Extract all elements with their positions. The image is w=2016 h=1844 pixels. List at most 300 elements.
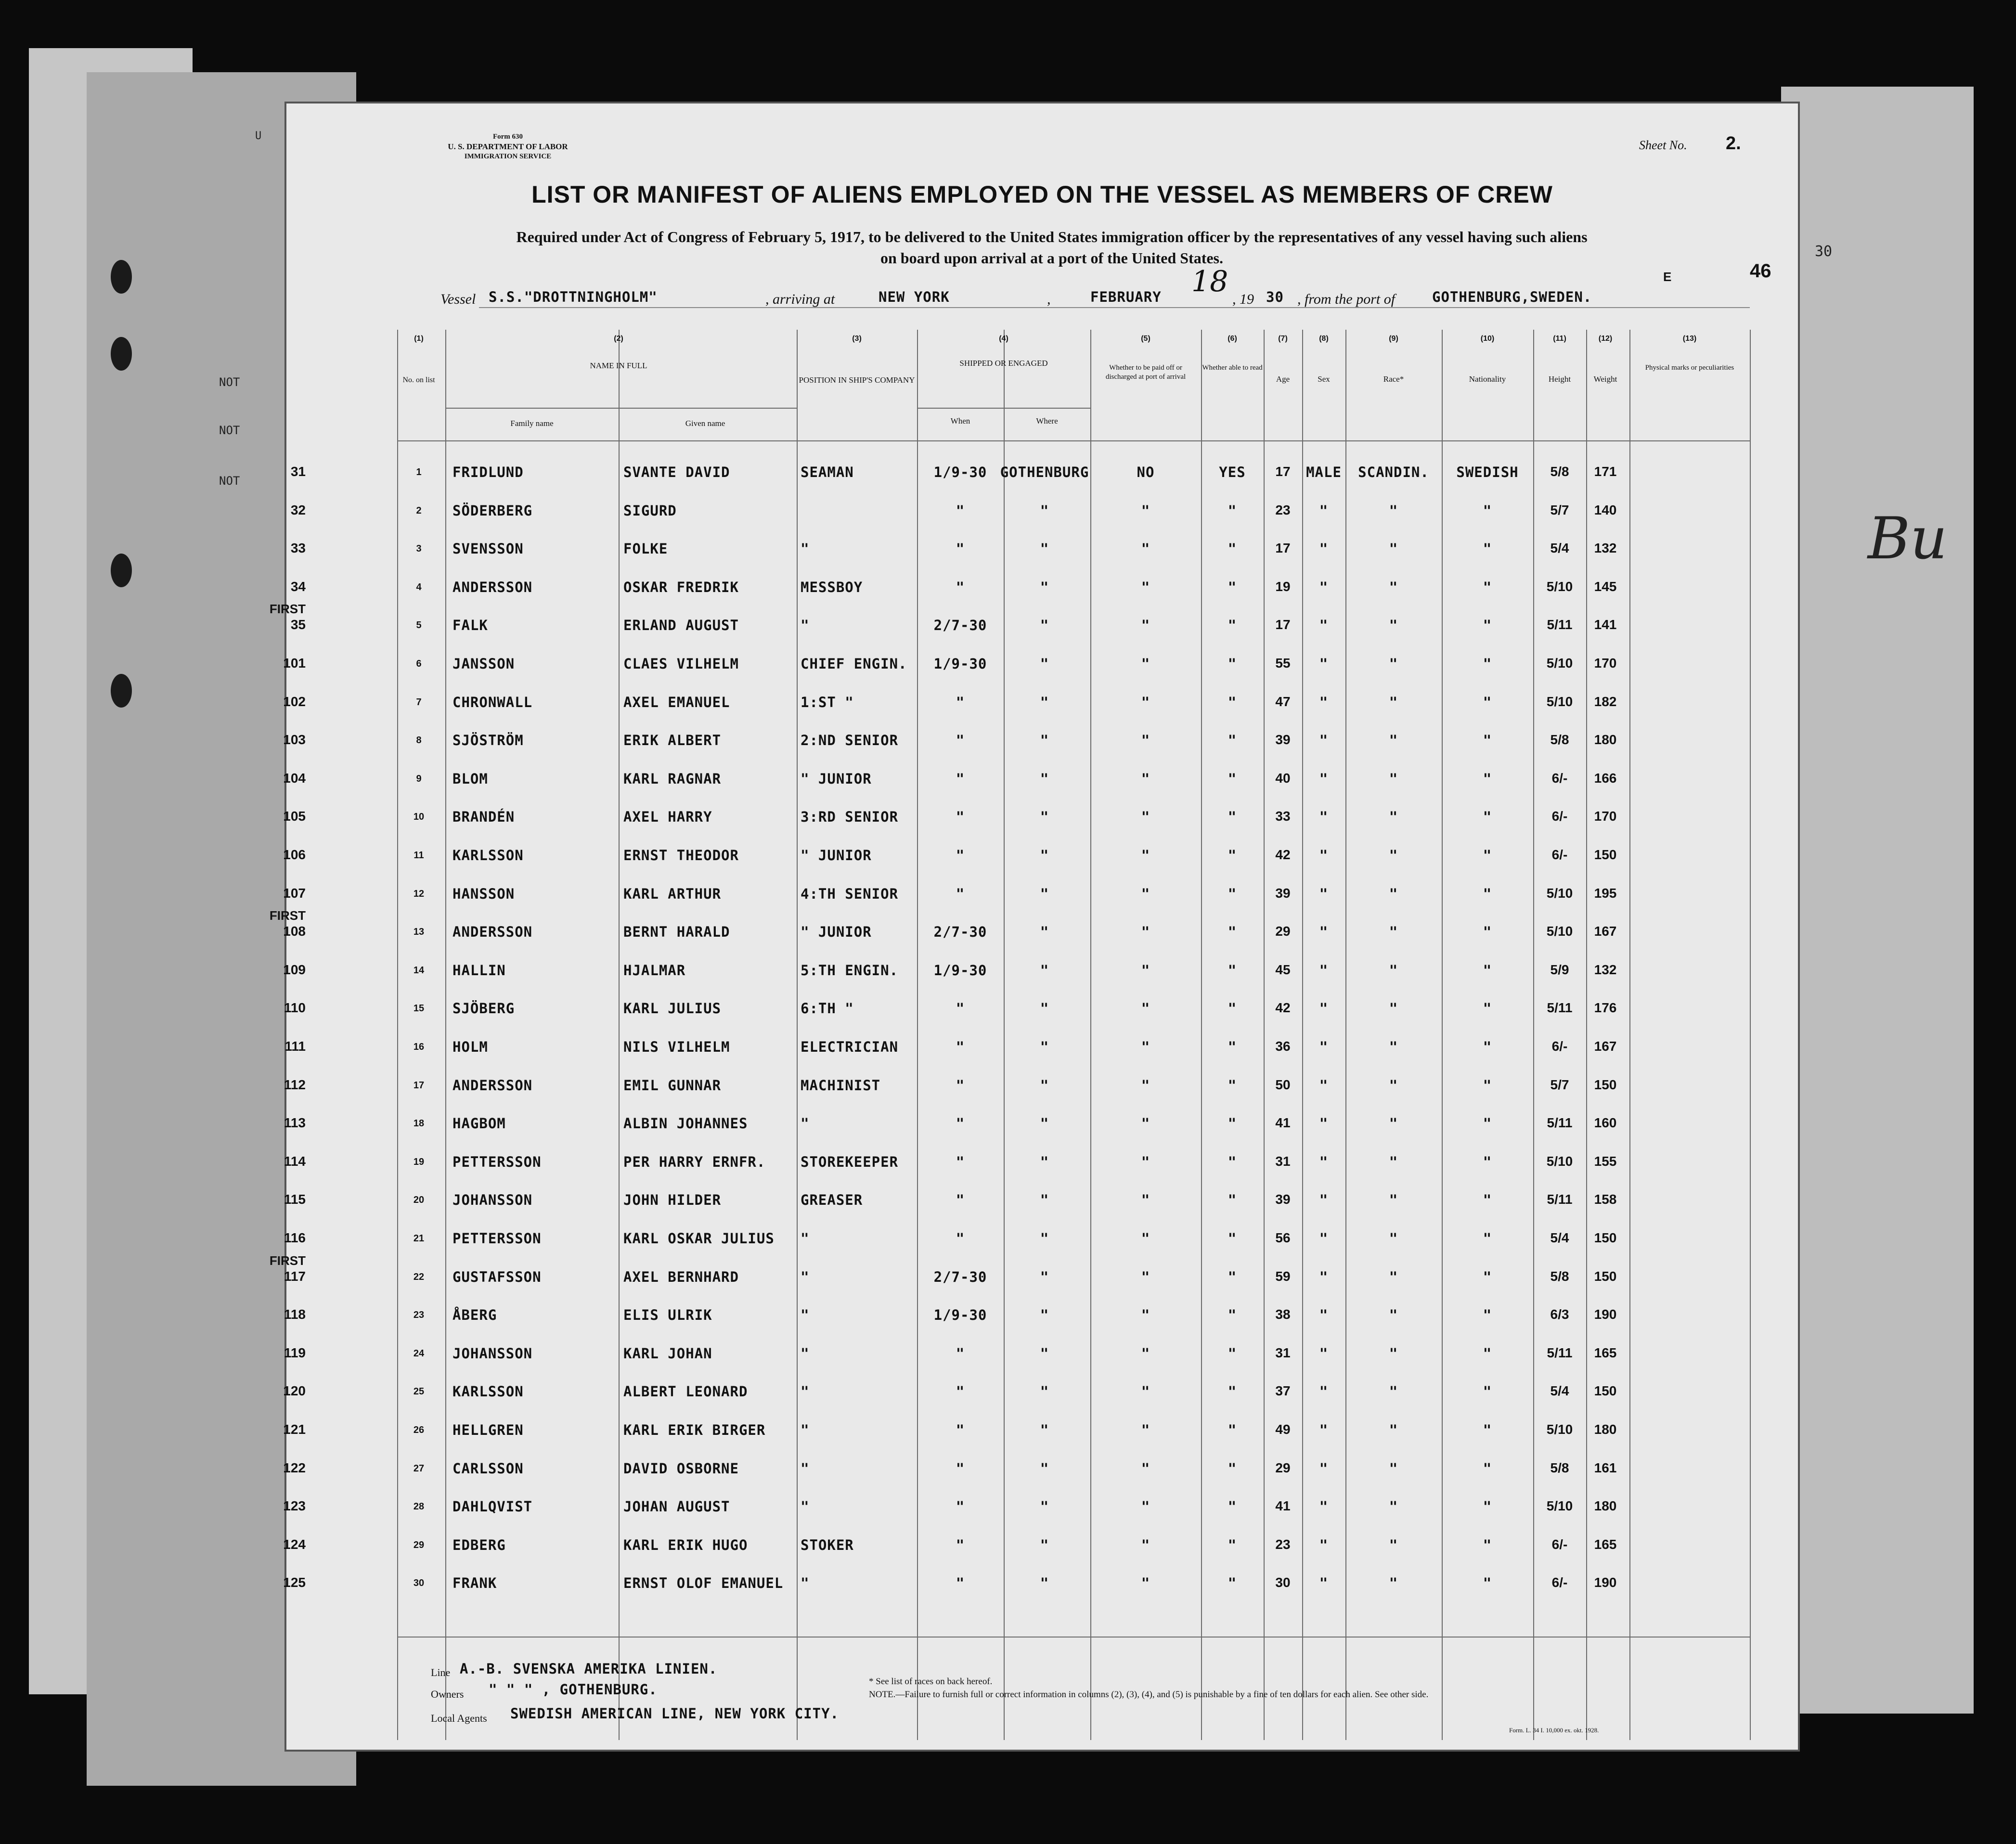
table-row (283, 692, 1798, 721)
shipped-where: " (1040, 1536, 1049, 1553)
family-name: JOHANSSON (452, 1345, 533, 1362)
page-number: 46 (1750, 260, 1771, 282)
paid-off: " (1141, 885, 1150, 902)
sex: " (1319, 732, 1329, 749)
row-number: 24 (413, 1348, 425, 1359)
row-number: 27 (413, 1463, 425, 1474)
family-name: HALLIN (452, 962, 506, 979)
shipped-when: " (956, 732, 965, 749)
nationality: " (1483, 502, 1492, 519)
nationality: SWEDISH (1456, 464, 1519, 480)
shipped-when: " (956, 694, 965, 710)
nationality: " (1483, 1460, 1492, 1477)
nationality: " (1483, 579, 1492, 595)
from-label: , from the port of (1297, 291, 1396, 307)
given-name: ERIK ALBERT (623, 732, 722, 749)
given-name: CLAES VILHELM (623, 656, 739, 672)
position: ELECTRICIAN (801, 1039, 899, 1055)
department: U. S. DEPARTMENT OF LABOR (448, 142, 568, 151)
height: 5/10 (1546, 656, 1573, 671)
sex: " (1319, 962, 1329, 979)
col-number: (13) (1682, 335, 1697, 343)
family-name: FRANK (452, 1575, 497, 1592)
given-name: ERNST OLOF EMANUEL (623, 1575, 784, 1592)
row-number: 9 (416, 773, 422, 784)
age: 19 (1275, 579, 1291, 594)
table-row (286, 1113, 1798, 1142)
age: 39 (1275, 732, 1291, 748)
line-index: 123 (283, 1498, 306, 1514)
given-name: HJALMAR (623, 962, 686, 979)
row-number: 28 (413, 1501, 425, 1512)
sex: " (1319, 1422, 1329, 1438)
able-to-read: " (1228, 1575, 1237, 1592)
position: " (801, 617, 810, 634)
weight: 141 (1594, 617, 1617, 632)
sex: " (1319, 1536, 1329, 1553)
family-name: SVENSSON (452, 541, 524, 557)
col-header: Physical marks or peculiarities (1645, 364, 1734, 372)
age: 36 (1275, 1039, 1291, 1054)
given-name: OSKAR FREDRIK (623, 579, 739, 595)
paid-off: " (1141, 1230, 1150, 1247)
nationality: " (1483, 1115, 1492, 1132)
position: " JUNIOR (801, 770, 872, 787)
able-to-read: " (1228, 962, 1237, 979)
table-row (286, 1228, 1798, 1257)
position: GREASER (801, 1192, 863, 1209)
line-index: 33 (290, 541, 306, 556)
height: 5/4 (1550, 1230, 1569, 1245)
line-label: Line (431, 1666, 451, 1678)
paid-off: " (1141, 579, 1150, 595)
weight: 180 (1594, 1498, 1617, 1514)
race: " (1389, 1536, 1398, 1553)
arrival-month: FEBRUARY (1090, 289, 1162, 305)
shipped-when: " (956, 1153, 965, 1170)
age: 29 (1275, 1460, 1291, 1475)
shipped-where: " (1040, 1498, 1049, 1515)
height: 5/4 (1550, 541, 1569, 556)
line-index: 120 (283, 1383, 306, 1399)
age: 17 (1275, 464, 1291, 479)
shipped-when: 1/9-30 (933, 464, 987, 480)
page-title: LIST OR MANIFEST OF ALIENS EMPLOYED ON THE VESSEL AS MEMBERS OF CREW (531, 181, 1553, 208)
nationality: " (1483, 809, 1492, 825)
paid-off: " (1141, 1039, 1150, 1055)
paid-off: " (1141, 770, 1150, 787)
position: 6:TH " (801, 1000, 854, 1017)
nationality: " (1483, 1498, 1492, 1515)
shipped-when: " (956, 1077, 965, 1094)
paid-off: " (1141, 1307, 1150, 1324)
row-number: 2 (416, 505, 422, 516)
race: " (1389, 809, 1398, 825)
able-to-read: " (1228, 1460, 1237, 1477)
age: 39 (1275, 885, 1291, 901)
row-number: 20 (413, 1195, 425, 1206)
sex: " (1319, 1460, 1329, 1477)
sex: " (1319, 1077, 1329, 1094)
age: 41 (1275, 1115, 1291, 1131)
able-to-read: " (1228, 1115, 1237, 1132)
position: MESSBOY (801, 579, 863, 595)
shipped-where: " (1040, 1039, 1049, 1055)
family-name: SJÖBERG (452, 1000, 515, 1017)
weight: 170 (1594, 809, 1617, 824)
grid-line (445, 408, 797, 409)
able-to-read: " (1228, 924, 1237, 941)
nationality: " (1483, 1000, 1492, 1017)
row-number: 21 (413, 1233, 425, 1244)
e-mark: E (1663, 270, 1672, 284)
table-row (286, 1343, 1798, 1372)
given-name: AXEL HARRY (623, 809, 712, 825)
row-number: 29 (413, 1539, 425, 1550)
shipped-when: " (956, 1345, 965, 1362)
row-number: 11 (414, 850, 424, 861)
position: " (801, 1575, 810, 1592)
paid-off: " (1141, 1422, 1150, 1438)
line-index: 112 (284, 1077, 306, 1092)
col-number: (6) (1228, 335, 1237, 343)
weight: 180 (1594, 1422, 1617, 1437)
weight: 150 (1594, 1077, 1617, 1092)
line-index: 101 (283, 656, 306, 671)
shipped-where: " (1040, 656, 1049, 672)
height: 6/- (1551, 1039, 1568, 1054)
height: 6/- (1551, 770, 1568, 786)
sex: " (1319, 1000, 1329, 1017)
age: 31 (1275, 1345, 1291, 1360)
line-index: 106 (283, 847, 306, 862)
weight: 150 (1594, 1268, 1617, 1284)
race: " (1389, 1268, 1398, 1285)
col-header: When (950, 416, 970, 426)
col-number: (9) (1389, 335, 1398, 343)
height: 5/11 (1547, 1000, 1573, 1016)
shipped-where: " (1040, 579, 1049, 595)
line-index: 114 (284, 1153, 306, 1169)
shipped-where: " (1040, 1307, 1049, 1324)
line-index: 113 (284, 1115, 306, 1131)
comma: , (1047, 291, 1051, 307)
row-number: 5 (416, 620, 422, 631)
paid-off: NO (1137, 464, 1155, 480)
height: 5/11 (1547, 1192, 1573, 1207)
sex: " (1319, 1498, 1329, 1515)
shipped-when: " (956, 1498, 965, 1515)
position: " (801, 1230, 810, 1247)
paid-off: " (1141, 732, 1150, 749)
col-header: NAME IN FULL (590, 361, 647, 370)
table-row (283, 730, 1798, 759)
position: MACHINIST (801, 1077, 881, 1094)
sex: " (1319, 924, 1329, 941)
row-number: 18 (413, 1118, 425, 1129)
line-index: 118 (284, 1307, 306, 1322)
line-index: 115 (284, 1192, 306, 1207)
shipped-when: 2/7-30 (933, 1268, 987, 1285)
table-row (283, 1458, 1798, 1487)
position: STOKER (801, 1536, 854, 1553)
line-index: 31 (290, 464, 306, 479)
given-name: DAVID OSBORNE (623, 1460, 739, 1477)
table-row (269, 1253, 1798, 1296)
line-index: 108 (283, 924, 306, 939)
nationality: " (1483, 1575, 1492, 1592)
able-to-read: " (1228, 1422, 1237, 1438)
able-to-read: " (1228, 885, 1237, 902)
position: STOREKEEPER (801, 1153, 899, 1170)
shipped-where: " (1040, 847, 1049, 864)
height: 5/11 (1547, 1115, 1573, 1131)
able-to-read: " (1228, 1383, 1237, 1400)
shipped-when: " (956, 809, 965, 825)
weight: 167 (1594, 924, 1617, 939)
side-note: 30 (1815, 243, 1833, 260)
able-to-read: YES (1219, 464, 1246, 480)
weight: 190 (1594, 1575, 1617, 1590)
table-row (283, 960, 1798, 989)
age: 30 (1275, 1575, 1291, 1590)
shipped-when: " (956, 1383, 965, 1400)
line-index: 116 (284, 1230, 306, 1245)
position: " (801, 1422, 810, 1438)
line-index: 102 (283, 694, 306, 709)
sex: " (1319, 1115, 1329, 1132)
arrival-day: 18 (1191, 265, 1228, 298)
paid-off: " (1141, 1115, 1150, 1132)
sex: MALE (1306, 464, 1342, 480)
shipped-when: 2/7-30 (933, 617, 987, 634)
col-header: Race* (1383, 374, 1404, 384)
weight: 165 (1594, 1345, 1617, 1360)
table-row (286, 577, 1798, 606)
sex: " (1319, 1383, 1329, 1400)
table-row (269, 602, 1798, 644)
shipped-where: GOTHENBURG (1000, 464, 1089, 480)
shipped-where: " (1040, 1000, 1049, 1017)
race: " (1389, 617, 1398, 634)
col-number: (5) (1141, 335, 1150, 343)
shipped-when: " (956, 1575, 965, 1592)
position: " (801, 1498, 810, 1515)
sex: " (1319, 809, 1329, 825)
position: SEAMAN (801, 464, 854, 480)
position: " JUNIOR (801, 924, 872, 941)
family-name: HANSSON (452, 885, 515, 902)
race: " (1389, 1230, 1398, 1247)
nationality: " (1483, 541, 1492, 557)
shipped-when: " (956, 1230, 965, 1247)
family-name: HOLM (452, 1039, 488, 1055)
race-note: * See list of races on back hereof. (869, 1676, 993, 1687)
family-name: GUSTAFSSON (452, 1268, 542, 1285)
shipped-where: " (1040, 962, 1049, 979)
paid-off: " (1141, 694, 1150, 710)
row-number: 8 (416, 735, 422, 746)
table-row (283, 769, 1798, 798)
weight: 160 (1594, 1115, 1617, 1131)
table-row (283, 884, 1798, 913)
shipped-when: " (956, 1536, 965, 1553)
shipped-when: " (956, 847, 965, 864)
nationality: " (1483, 732, 1492, 749)
able-to-read: " (1228, 1192, 1237, 1209)
paid-off: " (1141, 1383, 1150, 1400)
given-name: AXEL BERNHARD (623, 1268, 739, 1285)
race: " (1389, 732, 1398, 749)
sex: " (1319, 694, 1329, 710)
grid-line (917, 408, 1090, 409)
shipped-when: " (956, 579, 965, 595)
shipped-when: 1/9-30 (933, 962, 987, 979)
binder-hole (111, 337, 132, 371)
race: " (1389, 656, 1398, 672)
year-prefix: , 19 (1232, 291, 1254, 307)
paid-off: " (1141, 847, 1150, 864)
given-name: FOLKE (623, 541, 668, 557)
given-name: KARL ARTHUR (623, 885, 722, 902)
col-header: Whether to be paid off or discharged at port of arrival (1105, 364, 1186, 381)
col-header: Sex (1318, 374, 1330, 384)
service: IMMIGRATION SERVICE (464, 153, 552, 160)
row-number: 10 (413, 812, 425, 823)
row-number: 22 (413, 1271, 425, 1282)
able-to-read: " (1228, 1536, 1237, 1553)
height: 5/10 (1546, 1422, 1573, 1437)
given-name: ALBIN JOHANNES (623, 1115, 748, 1132)
row-number: 1 (416, 467, 422, 477)
sex: " (1319, 847, 1329, 864)
family-name: DAHLQVIST (452, 1498, 533, 1515)
position: 1:ST " (801, 694, 854, 710)
position: CHIEF ENGIN. (801, 656, 907, 672)
sex: " (1319, 579, 1329, 595)
row-number: 17 (413, 1080, 425, 1091)
age: 23 (1275, 502, 1291, 517)
able-to-read: " (1228, 1077, 1237, 1094)
table-row (286, 462, 1798, 491)
agents-label: Local Agents (431, 1712, 487, 1724)
arrival-port: NEW YORK (879, 289, 950, 305)
race: " (1389, 1422, 1398, 1438)
table-row (283, 1496, 1798, 1525)
table-row (283, 1381, 1798, 1410)
height: 6/- (1551, 1536, 1568, 1552)
family-name: ANDERSSON (452, 579, 533, 595)
age: 40 (1275, 770, 1291, 786)
col-header: POSITION IN SHIP'S COMPANY (799, 375, 915, 385)
col-number: (12) (1598, 335, 1613, 343)
able-to-read: " (1228, 502, 1237, 519)
line-value: A.-B. SVENSKA AMERIKA LINIEN. (460, 1661, 718, 1677)
able-to-read: " (1228, 1153, 1237, 1170)
height: 5/7 (1550, 1077, 1569, 1092)
race: " (1389, 502, 1398, 519)
weight: 145 (1594, 579, 1617, 594)
nationality: " (1483, 656, 1492, 672)
nationality: " (1483, 770, 1492, 787)
agents-value: SWEDISH AMERICAN LINE, NEW YORK CITY. (510, 1705, 840, 1722)
race: " (1389, 1039, 1398, 1055)
col-header: Weight (1593, 374, 1617, 384)
able-to-read: " (1228, 1230, 1237, 1247)
nationality: " (1483, 617, 1492, 634)
height: 6/- (1551, 847, 1568, 862)
height: 5/4 (1550, 1383, 1569, 1399)
table-row (286, 539, 1798, 567)
row-number: 12 (413, 888, 425, 899)
race: " (1389, 541, 1398, 557)
table-row (283, 1573, 1798, 1602)
sex: " (1319, 770, 1329, 787)
weight: 182 (1594, 694, 1617, 709)
given-name: KARL RAGNAR (623, 770, 722, 787)
paid-off: " (1141, 1460, 1150, 1477)
sheet-number: 2. (1726, 133, 1741, 154)
given-name: ERNST THEODOR (623, 847, 739, 864)
race: " (1389, 1383, 1398, 1400)
age: 38 (1275, 1307, 1291, 1322)
age: 29 (1275, 924, 1291, 939)
position: " (801, 1115, 810, 1132)
shipped-when: " (956, 1422, 965, 1438)
table-row (283, 845, 1798, 874)
height: 5/10 (1546, 1498, 1573, 1514)
nationality: " (1483, 1345, 1492, 1362)
table-row (286, 1305, 1798, 1334)
side-note: NOT (219, 424, 240, 437)
shipped-where: " (1040, 1345, 1049, 1362)
col-header: Age (1276, 374, 1290, 384)
age: 39 (1275, 1192, 1291, 1207)
given-name: KARL OSKAR JULIUS (623, 1230, 775, 1247)
table-row (283, 654, 1798, 683)
shipped-when: 1/9-30 (933, 656, 987, 672)
shipped-when: " (956, 1460, 965, 1477)
sex: " (1319, 656, 1329, 672)
paid-off: " (1141, 809, 1150, 825)
weight: 155 (1594, 1153, 1617, 1169)
position: 2:ND SENIOR (801, 732, 899, 749)
family-name: SJÖSTRÖM (452, 732, 524, 749)
weight: 161 (1594, 1460, 1617, 1475)
age: 49 (1275, 1422, 1291, 1437)
family-name: FRIDLUND (452, 464, 524, 480)
sex: " (1319, 541, 1329, 557)
shipped-when: " (956, 885, 965, 902)
race: " (1389, 924, 1398, 941)
given-name: ALBERT LEONARD (623, 1383, 748, 1400)
weight: 190 (1594, 1307, 1617, 1322)
shipped-where: " (1040, 924, 1049, 941)
table-row (283, 1535, 1798, 1564)
line-index: 34 (290, 579, 306, 594)
first-trip-mark: FIRST (269, 602, 306, 617)
height: 5/8 (1550, 1460, 1569, 1475)
weight: 150 (1594, 847, 1617, 862)
race: " (1389, 962, 1398, 979)
row-number: 14 (413, 965, 425, 976)
row-number: 26 (413, 1425, 425, 1435)
side-note: NOT (219, 375, 240, 389)
shipped-where: " (1040, 1422, 1049, 1438)
shipped-when: " (956, 770, 965, 787)
able-to-read: " (1228, 617, 1237, 634)
row-number: 13 (413, 927, 425, 938)
